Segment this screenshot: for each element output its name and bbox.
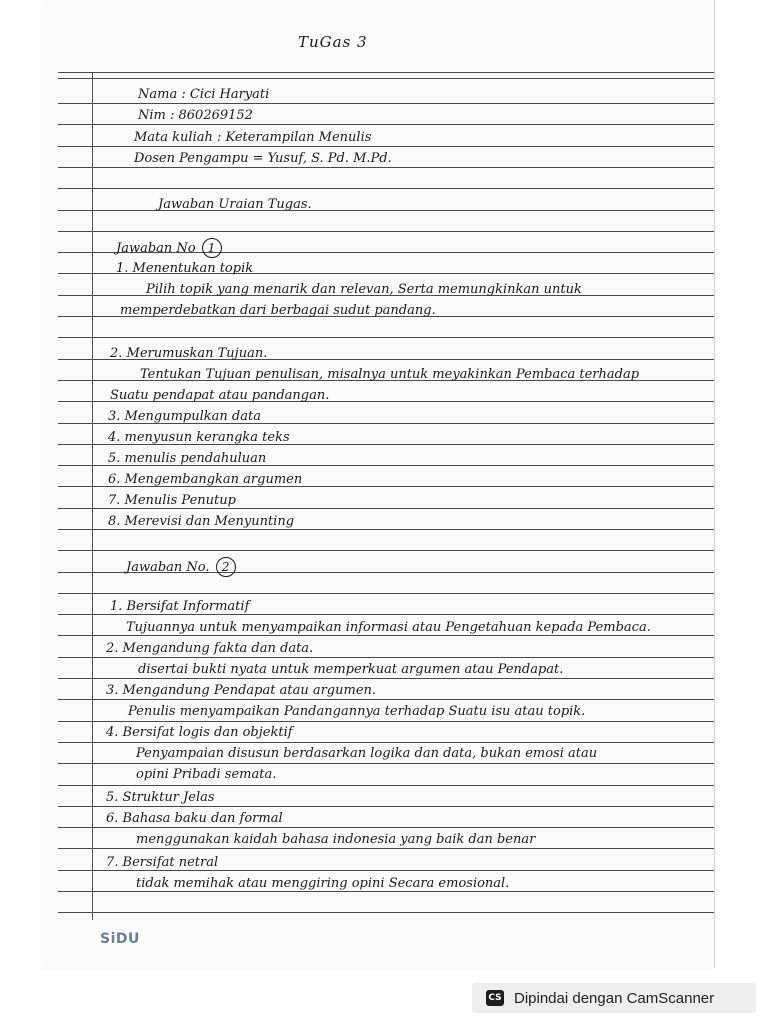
ruled-line [58, 78, 714, 79]
ruled-line [58, 678, 714, 679]
answer-2-line: disertai bukti nyata untuk memperkuat argumen atau Pendapat. [138, 662, 564, 677]
camscanner-watermark [472, 983, 756, 1013]
page-title: TuGas 3 [298, 33, 368, 51]
answer-2-line: 4. Bersifat logis dan objektif [106, 725, 293, 740]
course-name: Mata kuliah : Keterampilan Menulis [134, 130, 372, 145]
ruled-line [58, 337, 714, 338]
ruled-line [58, 103, 714, 104]
answer-1-heading [116, 238, 222, 258]
ruled-line [58, 848, 714, 849]
answer-2-line: 6. Bahasa baku dan formal [106, 811, 283, 826]
answer-2-line: menggunakan kaidah bahasa indonesia yang baik dan benar [136, 832, 536, 847]
answer-2-line: tidak memihak atau menggiring opini Secara emosional. [136, 876, 510, 891]
answer-2-line: 5. Struktur Jelas [106, 790, 215, 805]
answer-2-line: Penyampaian disusun berdasarkan logika dan data, bukan emosi atau [136, 746, 598, 761]
ruled-line [58, 785, 714, 786]
answer-2-line: opini Pribadi semata. [136, 767, 277, 782]
answer-1-line: 3. Mengumpulkan data [108, 409, 261, 424]
ruled-line [58, 699, 714, 700]
margin-line [92, 72, 93, 920]
answer-2-line: 3. Mengandung Pendapat atau argumen. [106, 683, 377, 698]
answer-1-line: 7. Menulis Penutup [108, 493, 236, 508]
ruled-line [58, 763, 714, 764]
answer-2-line: Tujuannya untuk menyampaikan informasi atau Pengetahuan kepada Pembaca. [126, 620, 651, 635]
ruled-line [58, 742, 714, 743]
ruled-line [58, 593, 714, 594]
answer-2-line: 7. Bersifat netral [106, 855, 219, 870]
answer-2-line: 1. Bersifat Informatif [110, 599, 250, 614]
camscanner-icon: CS [486, 990, 504, 1006]
section-title: Jawaban Uraian Tugas. [158, 197, 312, 212]
answer-2-heading [126, 557, 236, 577]
ruled-line [58, 806, 714, 807]
answer-1-line: 4. menyusun kerangka teks [108, 430, 290, 445]
answer-1-line: 8. Merevisi dan Menyunting [108, 514, 295, 529]
answer-1-number: 1 [202, 238, 222, 258]
answer-2-number: 2 [216, 557, 236, 577]
answer-1-line: 5. menulis pendahuluan [108, 451, 267, 466]
answer-2-line: Penulis menyampaikan Pandangannya terhadap Suatu isu atau topik. [128, 704, 586, 719]
notebook-brand-logo: SiDU [100, 931, 140, 947]
camscanner-label: Dipindai dengan CamScanner [514, 989, 715, 1007]
ruled-line [58, 721, 714, 722]
answer-1-line: 2. Merumuskan Tujuan. [110, 346, 268, 361]
answer-1-line: Pilih topik yang menarik dan relevan, Serta memungkinkan untuk [146, 282, 582, 297]
ruled-line [58, 72, 714, 73]
ruled-line [58, 231, 714, 232]
answer-2-heading-text: Jawaban No. [126, 560, 210, 575]
ruled-line [58, 210, 714, 211]
ruled-line [58, 167, 714, 168]
student-name: Nama : Cici Haryati [138, 87, 270, 102]
ruled-line [58, 657, 714, 658]
ruled-line [58, 188, 714, 189]
ruled-line [58, 146, 714, 147]
answer-1-line: Suatu pendapat atau pandangan. [110, 388, 330, 403]
answer-2-line: 2. Mengandung fakta dan data. [106, 641, 314, 656]
ruled-line [58, 550, 714, 551]
lecturer-name: Dosen Pengampu = Yusuf, S. Pd. M.Pd. [134, 151, 392, 166]
answer-1-heading-text: Jawaban No [116, 241, 196, 256]
ruled-line [58, 124, 714, 125]
answer-1-line: 1. Menentukan topik [116, 261, 254, 276]
answer-1-line: memperdebatkan dari berbagai sudut pandang. [120, 303, 436, 318]
ruled-line [58, 912, 714, 913]
student-nim: Nim : 860269152 [138, 108, 253, 123]
ruled-line [58, 827, 714, 828]
answer-1-line: 6. Mengembangkan argumen [108, 472, 303, 487]
answer-1-line: Tentukan Tujuan penulisan, misalnya untuk meyakinkan Pembaca terhadap [140, 367, 640, 382]
